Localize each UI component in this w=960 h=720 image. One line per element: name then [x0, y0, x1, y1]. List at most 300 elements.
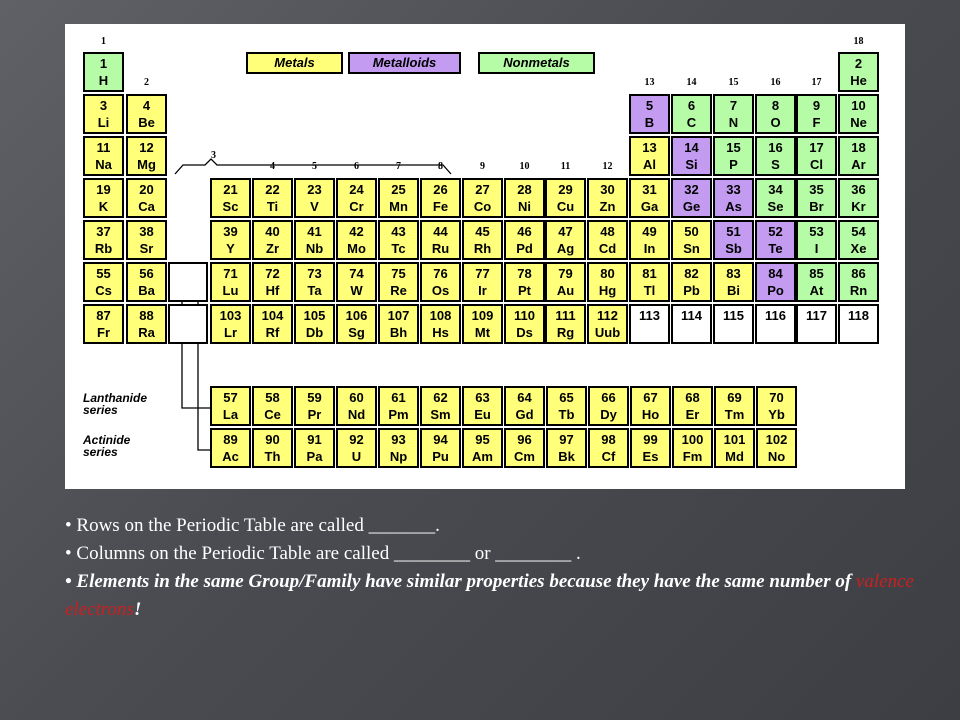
actinide-cell [420, 428, 461, 468]
atomic-number: 65 [559, 390, 574, 405]
element-cell [210, 178, 251, 218]
atomic-number: 97 [559, 432, 574, 447]
element-symbol: Md [725, 449, 744, 464]
element-cell [713, 178, 754, 218]
atomic-number: 75 [391, 266, 406, 281]
atomic-number: 77 [475, 266, 490, 281]
actinide-cell [630, 428, 671, 468]
atomic-number: 80 [600, 266, 615, 281]
lanthanide-cell [462, 386, 503, 426]
actinide-cell [588, 428, 629, 468]
element-symbol: Ac [222, 449, 239, 464]
element-symbol: Y [226, 241, 235, 256]
bullet-rows: • Rows on the Periodic Table are called _______. [65, 515, 440, 536]
element-cell [210, 262, 251, 302]
element-symbol: Pb [683, 283, 700, 298]
element-symbol: Cm [514, 449, 535, 464]
atomic-number: 3 [99, 98, 108, 113]
atomic-number: 109 [471, 308, 494, 323]
element-symbol: Dy [600, 407, 617, 422]
atomic-number: 26 [433, 182, 448, 197]
element-symbol: I [814, 241, 819, 256]
atomic-number: 92 [349, 432, 364, 447]
element-symbol: He [850, 73, 867, 88]
element-symbol: Cd [598, 241, 617, 256]
element-symbol: Ge [682, 199, 701, 214]
atomic-number: 48 [600, 224, 615, 239]
atomic-number: 88 [139, 308, 154, 323]
element-symbol: Bh [389, 325, 408, 340]
atomic-number: 20 [139, 182, 154, 197]
atomic-number: 67 [643, 390, 658, 405]
element-symbol: Bk [558, 449, 575, 464]
element-cell [796, 94, 837, 134]
element-cell [796, 262, 837, 302]
actinide-cell [504, 428, 545, 468]
element-cell [126, 178, 167, 218]
atomic-number: 66 [601, 390, 616, 405]
element-cell [796, 178, 837, 218]
element-cell [378, 262, 419, 302]
element-symbol: F [812, 115, 821, 130]
atomic-number: 50 [684, 224, 699, 239]
element-symbol: Hg [598, 283, 617, 298]
atomic-number: 102 [765, 432, 788, 447]
element-cell [420, 304, 461, 344]
element-symbol: Ne [850, 115, 867, 130]
element-symbol: Gd [515, 407, 534, 422]
atomic-number: 114 [681, 308, 702, 323]
atomic-number: 87 [96, 308, 111, 323]
element-cell [83, 220, 124, 260]
element-symbol: Co [473, 199, 492, 214]
element-symbol: Ra [138, 325, 155, 340]
element-cell [629, 304, 670, 344]
element-cell [629, 136, 670, 176]
atomic-number: 103 [219, 308, 242, 323]
atomic-number: 69 [727, 390, 742, 405]
element-cell [83, 262, 124, 302]
element-symbol: Mt [474, 325, 491, 340]
element-symbol: Ir [478, 283, 487, 298]
element-symbol: Zn [599, 199, 616, 214]
element-symbol: Nb [305, 241, 324, 256]
element-cell [210, 220, 251, 260]
element-cell [629, 178, 670, 218]
element-symbol: Pm [388, 407, 409, 422]
element-cell [629, 94, 670, 134]
atomic-number: 49 [642, 224, 657, 239]
element-symbol: Br [809, 199, 824, 214]
element-cell [126, 262, 167, 302]
element-symbol: H [98, 73, 109, 88]
element-cell [838, 178, 879, 218]
element-cell [378, 304, 419, 344]
atomic-number: 64 [517, 390, 532, 405]
element-cell [587, 220, 628, 260]
atomic-number: 95 [475, 432, 490, 447]
element-symbol: Nd [347, 407, 366, 422]
atomic-number: 117 [806, 308, 827, 323]
atomic-number: 32 [684, 182, 699, 197]
element-symbol: Np [389, 449, 408, 464]
element-cell [838, 262, 879, 302]
atomic-number: 21 [223, 182, 238, 197]
atomic-number: 43 [391, 224, 406, 239]
element-cell [294, 262, 335, 302]
group-number: 6 [354, 161, 359, 172]
lanthanide-cell [546, 386, 587, 426]
group-number: 13 [644, 77, 655, 88]
atomic-number: 82 [684, 266, 699, 281]
element-symbol: Fe [432, 199, 449, 214]
atomic-number: 84 [768, 266, 783, 281]
element-cell [83, 94, 124, 134]
element-symbol: Fm [682, 449, 703, 464]
element-cell [545, 178, 586, 218]
atomic-number: 70 [769, 390, 784, 405]
atomic-number: 93 [391, 432, 406, 447]
lanthanide-cell [504, 386, 545, 426]
element-symbol: Cr [349, 199, 364, 214]
element-cell [629, 220, 670, 260]
atomic-number: 63 [475, 390, 490, 405]
element-cell [713, 220, 754, 260]
element-symbol: Xe [850, 241, 867, 256]
element-symbol: Mg [137, 157, 156, 172]
atomic-number: 90 [265, 432, 280, 447]
element-cell [796, 304, 837, 344]
atomic-number: 45 [475, 224, 490, 239]
element-cell [671, 94, 712, 134]
element-symbol: Ga [640, 199, 659, 214]
element-symbol: Cl [810, 157, 823, 172]
atomic-number: 9 [812, 98, 821, 113]
element-symbol: Tl [643, 283, 656, 298]
element-cell [336, 262, 377, 302]
element-cell [252, 304, 293, 344]
element-cell [294, 220, 335, 260]
actinide-cell [462, 428, 503, 468]
element-symbol: U [351, 449, 362, 464]
atomic-number: 44 [433, 224, 448, 239]
group-number: 15 [728, 77, 739, 88]
atomic-number: 29 [558, 182, 573, 197]
element-cell [587, 262, 628, 302]
atomic-number: 35 [809, 182, 824, 197]
atomic-number: 38 [139, 224, 154, 239]
element-cell [462, 262, 503, 302]
element-cell [545, 220, 586, 260]
element-symbol: Sb [725, 241, 742, 256]
lanthanide-cell [588, 386, 629, 426]
atomic-number: 36 [851, 182, 866, 197]
element-symbol: Si [685, 157, 698, 172]
atomic-number: 13 [642, 140, 657, 155]
element-cell [713, 94, 754, 134]
element-cell [462, 220, 503, 260]
element-cell [252, 220, 293, 260]
atomic-number: 46 [517, 224, 532, 239]
element-symbol: Mo [347, 241, 366, 256]
atomic-number: 4 [142, 98, 151, 113]
actinide-label-line1: Actinide [83, 433, 131, 447]
element-cell [629, 262, 670, 302]
element-cell [83, 178, 124, 218]
element-cell [462, 178, 503, 218]
element-symbol: P [729, 157, 738, 172]
atomic-number: 27 [475, 182, 490, 197]
element-cell [671, 304, 712, 344]
element-cell [587, 304, 628, 344]
actinide-cell [210, 428, 251, 468]
element-cell [126, 304, 167, 344]
atomic-number: 52 [768, 224, 783, 239]
element-symbol: Rh [473, 241, 492, 256]
atomic-number: 23 [307, 182, 322, 197]
atomic-number: 14 [684, 140, 699, 155]
element-symbol: Th [264, 449, 281, 464]
atomic-number: 76 [433, 266, 448, 281]
element-cell [755, 178, 796, 218]
element-symbol: Lu [222, 283, 239, 298]
lanthanide-cell [210, 386, 251, 426]
actinide-cell [714, 428, 755, 468]
atomic-number: 11 [96, 140, 111, 155]
element-symbol: Pd [516, 241, 533, 256]
element-cell [83, 304, 124, 344]
lanthanide-cell [714, 386, 755, 426]
lanthanide-cell [630, 386, 671, 426]
atomic-number: 15 [726, 140, 741, 155]
atomic-number: 6 [687, 98, 696, 113]
element-symbol: Db [305, 325, 324, 340]
actinide-cell [252, 428, 293, 468]
atomic-number: 59 [307, 390, 322, 405]
atomic-number: 101 [723, 432, 746, 447]
actinide-cell [756, 428, 797, 468]
element-symbol: Eu [474, 407, 491, 422]
atomic-number: 40 [265, 224, 280, 239]
actinide-series-label [83, 434, 130, 458]
element-cell [838, 136, 879, 176]
element-symbol: Sc [222, 199, 239, 214]
element-symbol: Sg [348, 325, 365, 340]
atomic-number: 71 [223, 266, 238, 281]
group-number: 12 [602, 161, 613, 172]
element-cell [126, 136, 167, 176]
element-symbol: Li [97, 115, 110, 130]
atomic-number: 5 [645, 98, 654, 113]
atomic-number: 17 [809, 140, 824, 155]
element-symbol: Tc [391, 241, 406, 256]
lanthanide-cell [294, 386, 335, 426]
element-symbol: Os [431, 283, 450, 298]
element-symbol: V [310, 199, 319, 214]
atomic-number: 118 [848, 308, 869, 323]
element-cell [796, 220, 837, 260]
atomic-number: 105 [303, 308, 326, 323]
element-symbol: Fr [97, 325, 110, 340]
element-symbol: Hf [265, 283, 280, 298]
atomic-number: 111 [555, 308, 576, 323]
element-cell [504, 304, 545, 344]
element-symbol: Cu [556, 199, 575, 214]
element-symbol: In [643, 241, 656, 256]
atomic-number: 58 [265, 390, 280, 405]
actinide-cell [546, 428, 587, 468]
element-symbol: Ni [518, 199, 531, 214]
atomic-number: 62 [433, 390, 448, 405]
atomic-number: 24 [349, 182, 364, 197]
element-symbol: Al [643, 157, 656, 172]
element-symbol: S [771, 157, 780, 172]
element-symbol: Po [767, 283, 784, 298]
element-symbol: Rb [94, 241, 113, 256]
atomic-number: 104 [261, 308, 284, 323]
atomic-number: 113 [639, 308, 660, 323]
element-cell [545, 262, 586, 302]
element-cell [378, 220, 419, 260]
element-symbol: C [686, 115, 697, 130]
element-cell [755, 136, 796, 176]
atomic-number: 41 [307, 224, 322, 239]
atomic-number: 53 [809, 224, 824, 239]
element-cell [83, 52, 124, 92]
group-number: 8 [438, 161, 443, 172]
element-symbol: Am [472, 449, 493, 464]
atomic-number: 8 [771, 98, 780, 113]
element-symbol: Re [390, 283, 407, 298]
element-symbol: Ar [851, 157, 866, 172]
atomic-number: 12 [139, 140, 154, 155]
atomic-number: 10 [851, 98, 866, 113]
element-cell [755, 94, 796, 134]
element-symbol: Pu [432, 449, 449, 464]
bullet-valence-end: ! [133, 599, 142, 620]
atomic-number: 42 [349, 224, 364, 239]
element-symbol: Mn [389, 199, 408, 214]
element-symbol: La [222, 407, 239, 422]
atomic-number: 1 [99, 56, 108, 71]
element-cell [838, 220, 879, 260]
group-number: 16 [770, 77, 781, 88]
element-cell [378, 178, 419, 218]
atomic-number: 22 [265, 182, 280, 197]
atomic-number: 54 [851, 224, 866, 239]
element-symbol: Tb [558, 407, 575, 422]
element-cell [713, 304, 754, 344]
lanthanide-cell [672, 386, 713, 426]
group-number: 11 [560, 161, 571, 172]
element-symbol: Na [95, 157, 112, 172]
group-number: 17 [811, 77, 822, 88]
atomic-number: 78 [517, 266, 532, 281]
element-symbol: Ce [264, 407, 281, 422]
element-symbol: Be [138, 115, 155, 130]
actinide-cell [378, 428, 419, 468]
element-symbol: Pr [307, 407, 322, 422]
lanthanide-label-line2: series [83, 403, 118, 417]
element-symbol: Cf [601, 449, 616, 464]
element-cell [420, 178, 461, 218]
element-cell [504, 178, 545, 218]
element-symbol: Sr [139, 241, 154, 256]
atomic-number: 89 [223, 432, 238, 447]
element-cell [126, 94, 167, 134]
lanthanide-cell [420, 386, 461, 426]
atomic-number: 34 [768, 182, 783, 197]
element-cell [755, 304, 796, 344]
element-symbol: Rg [556, 325, 575, 340]
atomic-number: 79 [558, 266, 573, 281]
element-symbol: No [767, 449, 786, 464]
element-symbol: Hs [432, 325, 449, 340]
atomic-number: 107 [387, 308, 410, 323]
placeholder-cell [168, 262, 208, 302]
atomic-number: 110 [514, 308, 535, 323]
element-cell [545, 304, 586, 344]
element-cell [504, 262, 545, 302]
lanthanide-cell [336, 386, 377, 426]
element-cell [671, 262, 712, 302]
element-symbol: K [98, 199, 109, 214]
element-cell [671, 136, 712, 176]
element-symbol: Er [685, 407, 700, 422]
element-cell [210, 304, 251, 344]
legend-metals: Metals [246, 52, 343, 74]
element-cell [504, 220, 545, 260]
atomic-number: 7 [729, 98, 738, 113]
lanthanide-cell [756, 386, 797, 426]
actinide-cell [672, 428, 713, 468]
element-cell [336, 178, 377, 218]
atomic-number: 55 [96, 266, 111, 281]
atomic-number: 60 [349, 390, 364, 405]
atomic-number: 18 [851, 140, 866, 155]
group-number: 14 [686, 77, 697, 88]
atomic-number: 98 [601, 432, 616, 447]
atomic-number: 86 [851, 266, 866, 281]
element-symbol: W [350, 283, 363, 298]
element-symbol: Ds [516, 325, 533, 340]
element-symbol: Pa [306, 449, 323, 464]
slide-bullets [65, 512, 925, 624]
element-symbol: Tm [724, 407, 745, 422]
atomic-number: 37 [96, 224, 111, 239]
element-symbol: O [770, 115, 781, 130]
atomic-number: 33 [726, 182, 741, 197]
element-cell [252, 262, 293, 302]
group-number: 3 [211, 150, 216, 161]
atomic-number: 116 [765, 308, 786, 323]
atomic-number: 28 [517, 182, 532, 197]
lanthanide-series-label [83, 392, 147, 416]
atomic-number: 30 [600, 182, 615, 197]
element-symbol: Ag [556, 241, 575, 256]
element-symbol: Ho [641, 407, 660, 422]
atomic-number: 85 [809, 266, 824, 281]
group-number: 7 [396, 161, 401, 172]
element-cell [252, 178, 293, 218]
actinide-label-line2: series [83, 445, 118, 459]
element-symbol: Te [768, 241, 783, 256]
atomic-number: 108 [429, 308, 452, 323]
element-symbol: Es [642, 449, 659, 464]
atomic-number: 47 [558, 224, 573, 239]
element-cell [462, 304, 503, 344]
element-symbol: Zr [266, 241, 279, 256]
